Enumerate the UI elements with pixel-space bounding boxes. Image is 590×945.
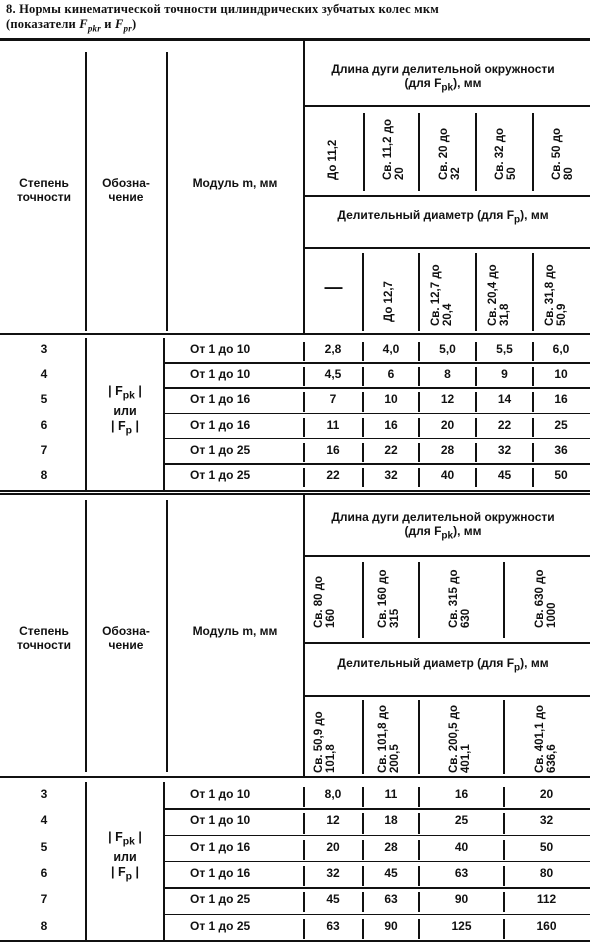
divider bbox=[85, 52, 87, 331]
cell-divider bbox=[532, 367, 534, 386]
value-cell: 20 bbox=[440, 417, 455, 432]
grade-cell: 6 bbox=[40, 865, 48, 880]
arc-range-1: Св. 80 до 160 bbox=[313, 575, 337, 628]
cell-divider bbox=[303, 892, 305, 912]
value-cell: 12 bbox=[326, 813, 340, 828]
module-cell: От 1 до 10 bbox=[190, 813, 251, 828]
cell-divider bbox=[303, 468, 305, 487]
value-cell: 45 bbox=[497, 468, 512, 482]
value-cell: 10 bbox=[554, 367, 568, 382]
cell-divider bbox=[532, 443, 534, 462]
value-cell: 12 bbox=[440, 392, 455, 407]
value-cell: 2,8 bbox=[324, 342, 342, 356]
divider bbox=[166, 52, 168, 331]
title-and: и bbox=[100, 17, 115, 31]
value-cell: 16 bbox=[326, 442, 340, 457]
value-cell: 9 bbox=[501, 367, 508, 382]
value-cell: 20 bbox=[539, 787, 554, 801]
value-cell: 10 bbox=[384, 392, 398, 407]
cell-divider bbox=[475, 342, 477, 361]
value-cell: 16 bbox=[454, 787, 469, 801]
designation-bar-end: | bbox=[131, 418, 139, 433]
dia-range-3: Св. 200,5 до 401,1 bbox=[448, 704, 472, 773]
grade-cell: 8 bbox=[40, 468, 48, 482]
value-cell: 32 bbox=[384, 468, 398, 482]
dia-unit: ), мм bbox=[520, 208, 549, 222]
grade-cell: 4 bbox=[40, 367, 48, 382]
value-cell: 16 bbox=[554, 392, 568, 407]
cell-divider bbox=[532, 418, 534, 437]
divider bbox=[305, 555, 590, 557]
divider bbox=[303, 40, 305, 333]
cell-divider bbox=[418, 468, 420, 487]
value-cell: 40 bbox=[454, 839, 469, 854]
module-cell: От 1 до 16 bbox=[190, 417, 251, 432]
cell-divider bbox=[362, 919, 364, 939]
title-suffix: ) bbox=[131, 17, 137, 31]
module-cell: От 1 до 25 bbox=[190, 918, 251, 933]
arc-label: Длина дуги делительной окружности (для F bbox=[331, 510, 555, 538]
grade-cell: 3 bbox=[40, 787, 48, 801]
header-pitch-diameter bbox=[318, 656, 568, 675]
table-1-top-rule bbox=[0, 38, 590, 41]
divider bbox=[362, 700, 364, 774]
divider bbox=[503, 562, 505, 638]
divider bbox=[305, 642, 590, 644]
cell-divider bbox=[303, 342, 305, 361]
header-designation: Обозна- чение bbox=[102, 176, 150, 204]
table-1-bottom-rule bbox=[0, 490, 590, 492]
cell-divider bbox=[362, 443, 364, 462]
value-cell: 5,0 bbox=[439, 342, 456, 356]
grade-cell: 4 bbox=[40, 813, 48, 828]
cell-divider bbox=[303, 840, 305, 860]
module-cell: От 1 до 25 bbox=[190, 468, 251, 482]
cell-divider bbox=[362, 468, 364, 487]
value-cell: 32 bbox=[497, 442, 512, 457]
module-cell: От 1 до 25 bbox=[190, 892, 251, 907]
module-cell: От 1 до 16 bbox=[190, 392, 251, 407]
value-cell: 6 bbox=[387, 367, 395, 382]
designation-bar: | F bbox=[108, 830, 123, 844]
table-title bbox=[6, 2, 586, 37]
arc-range-2: Св. 160 до 315 bbox=[377, 569, 401, 628]
dia-sub: p bbox=[514, 214, 521, 226]
grade-cell: 8 bbox=[40, 918, 48, 933]
divider bbox=[532, 253, 534, 331]
cell-divider bbox=[503, 919, 505, 939]
table-2-bottom-rule bbox=[0, 940, 590, 942]
module-cell: От 1 до 16 bbox=[190, 865, 251, 880]
divider bbox=[166, 500, 168, 772]
value-cell: 50 bbox=[554, 468, 568, 482]
designation-bar: | F bbox=[111, 418, 126, 433]
cell-divider bbox=[362, 866, 364, 886]
cell-divider bbox=[362, 367, 364, 386]
arc-range-2: Св. 11,2 до 20 bbox=[382, 118, 406, 180]
dia-range-4: Св. 401,1 до 636,6 bbox=[534, 704, 558, 773]
cell-divider bbox=[503, 892, 505, 912]
value-cell: 28 bbox=[440, 442, 455, 457]
header-pitch-diameter bbox=[318, 208, 568, 227]
value-cell: 32 bbox=[326, 865, 340, 880]
arc-range-4: Св. 32 до 50 bbox=[494, 127, 518, 180]
cell-divider bbox=[362, 813, 364, 833]
value-cell: 16 bbox=[384, 417, 398, 432]
designation-or: или bbox=[113, 849, 137, 864]
header-module: Модуль m, мм bbox=[192, 176, 278, 190]
designation-or: или bbox=[113, 403, 137, 418]
cell-divider bbox=[475, 392, 477, 411]
dia-range-2: До 12,7 bbox=[383, 281, 395, 322]
cell-divider bbox=[303, 787, 305, 807]
arc-range-4: Св. 630 до 1000 bbox=[534, 569, 558, 628]
cell-divider bbox=[418, 418, 420, 437]
header-arc-length bbox=[318, 62, 568, 95]
value-cell: 8,0 bbox=[324, 787, 342, 801]
divider bbox=[475, 113, 477, 191]
designation-top bbox=[90, 384, 160, 404]
dia-range-5: Св. 31,8 до 50,9 bbox=[544, 264, 568, 326]
value-cell: 32 bbox=[539, 813, 554, 828]
dia-range-1: — bbox=[324, 277, 343, 297]
cell-divider bbox=[475, 468, 477, 487]
grade-cell: 7 bbox=[40, 892, 48, 907]
cell-divider bbox=[303, 866, 305, 886]
divider bbox=[362, 562, 364, 638]
dia-label: Делительный диаметр (для F bbox=[337, 208, 515, 222]
value-cell: 90 bbox=[454, 892, 469, 907]
arc-range-3: Св. 20 до 32 bbox=[438, 127, 462, 180]
value-cell: 22 bbox=[384, 442, 398, 457]
divider bbox=[362, 253, 364, 331]
designation-bottom bbox=[90, 865, 160, 885]
module-cell: От 1 до 10 bbox=[190, 367, 251, 382]
arc-sub: pk bbox=[441, 530, 454, 542]
arc-unit: ), мм bbox=[453, 76, 482, 90]
cell-divider bbox=[532, 392, 534, 411]
cell-divider bbox=[362, 342, 364, 361]
divider bbox=[303, 494, 305, 776]
cell-divider bbox=[418, 367, 420, 386]
value-cell: 4,0 bbox=[382, 342, 400, 356]
designation-bar-end: | bbox=[134, 830, 142, 844]
value-cell: 22 bbox=[326, 468, 340, 482]
dia-range-4: Св. 20,4 до 31,8 bbox=[487, 264, 511, 326]
divider bbox=[418, 700, 420, 774]
divider bbox=[85, 338, 87, 490]
cell-divider bbox=[362, 892, 364, 912]
value-cell: 125 bbox=[451, 918, 472, 933]
cell-divider bbox=[362, 418, 364, 437]
divider bbox=[85, 500, 87, 772]
designation-top bbox=[90, 830, 160, 850]
cell-divider bbox=[418, 813, 420, 833]
cell-divider bbox=[418, 840, 420, 860]
cell-divider bbox=[418, 866, 420, 886]
table-2-header-rule bbox=[0, 776, 590, 778]
arc-range-3: Св. 315 до 630 bbox=[448, 569, 472, 628]
value-cell: 28 bbox=[384, 839, 398, 854]
cell-divider bbox=[503, 787, 505, 807]
title-line-1: 8. Нормы кинематической точности цилиндрических зубчатых колес мкм bbox=[6, 2, 440, 16]
value-cell: 80 bbox=[539, 865, 554, 880]
header-module: Модуль m, мм bbox=[192, 624, 278, 638]
header-designation: Обозна- чение bbox=[102, 624, 150, 652]
arc-range-1: До 11,2 bbox=[327, 139, 339, 180]
designation-bar: | F bbox=[108, 384, 123, 398]
designation-bottom bbox=[90, 419, 160, 439]
value-cell: 25 bbox=[554, 417, 568, 432]
divider bbox=[418, 113, 420, 191]
cell-divider bbox=[418, 392, 420, 411]
designation-bar: | F bbox=[111, 864, 126, 879]
cell-divider bbox=[475, 418, 477, 437]
grade-cell: 5 bbox=[40, 392, 48, 407]
designation-sub: pk bbox=[122, 836, 135, 848]
module-cell: От 1 до 16 bbox=[190, 839, 251, 854]
cell-divider bbox=[362, 392, 364, 411]
value-cell: 4,5 bbox=[324, 367, 342, 382]
title-symbol-2: F bbox=[114, 17, 124, 31]
value-cell: 7 bbox=[329, 392, 337, 407]
value-cell: 112 bbox=[536, 892, 557, 907]
cell-divider bbox=[475, 367, 477, 386]
arc-unit: ), мм bbox=[453, 524, 482, 538]
divider bbox=[305, 247, 590, 249]
cell-divider bbox=[475, 443, 477, 462]
title-symbol-1: F bbox=[79, 17, 88, 31]
cell-divider bbox=[418, 342, 420, 361]
grade-cell: 6 bbox=[40, 417, 48, 432]
value-cell: 5,5 bbox=[496, 342, 513, 356]
dia-label: Делительный диаметр (для F bbox=[337, 656, 515, 670]
divider bbox=[503, 700, 505, 774]
cell-divider bbox=[303, 418, 305, 437]
value-cell: 63 bbox=[454, 865, 469, 880]
module-cell: От 1 до 10 bbox=[190, 342, 251, 356]
grade-cell: 7 bbox=[40, 442, 48, 457]
value-cell: 50 bbox=[539, 839, 554, 854]
divider bbox=[363, 113, 365, 191]
cell-divider bbox=[303, 919, 305, 939]
value-cell: 20 bbox=[326, 839, 340, 854]
module-cell: От 1 до 10 bbox=[190, 787, 251, 801]
value-cell: 90 bbox=[384, 918, 398, 933]
value-cell: 63 bbox=[384, 892, 398, 907]
divider bbox=[475, 253, 477, 331]
divider bbox=[305, 195, 590, 197]
title-subscript-1: pkr bbox=[87, 23, 101, 34]
value-cell: 45 bbox=[326, 892, 340, 907]
cell-divider bbox=[418, 919, 420, 939]
value-cell: 22 bbox=[497, 417, 512, 432]
header-grade: Степень точности bbox=[16, 624, 72, 652]
cell-divider bbox=[418, 443, 420, 462]
designation-sub: pk bbox=[122, 390, 135, 402]
table-1-designation bbox=[90, 384, 160, 438]
divider bbox=[305, 105, 590, 107]
divider bbox=[418, 562, 420, 638]
cell-divider bbox=[418, 787, 420, 807]
value-cell: 160 bbox=[536, 918, 557, 933]
table-1-header-rule bbox=[0, 333, 590, 335]
grade-cell: 5 bbox=[40, 839, 48, 854]
cell-divider bbox=[418, 892, 420, 912]
divider bbox=[85, 782, 87, 942]
cell-divider bbox=[303, 443, 305, 462]
module-cell: От 1 до 25 bbox=[190, 442, 251, 457]
value-cell: 18 bbox=[384, 813, 398, 828]
cell-divider bbox=[362, 787, 364, 807]
value-cell: 11 bbox=[326, 417, 340, 432]
designation-sub: p bbox=[125, 425, 132, 436]
cell-divider bbox=[303, 813, 305, 833]
value-cell: 14 bbox=[497, 392, 512, 407]
table-2-designation bbox=[90, 830, 160, 884]
cell-divider bbox=[532, 342, 534, 361]
cell-divider bbox=[503, 866, 505, 886]
value-cell: 25 bbox=[454, 813, 469, 828]
cell-divider bbox=[303, 392, 305, 411]
dia-unit: ), мм bbox=[520, 656, 549, 670]
title-subscript-2: pr bbox=[123, 23, 132, 34]
cell-divider bbox=[303, 367, 305, 386]
title-line-2 bbox=[6, 17, 586, 37]
value-cell: 8 bbox=[444, 367, 451, 382]
value-cell: 36 bbox=[554, 442, 568, 457]
divider bbox=[418, 253, 420, 331]
value-cell: 45 bbox=[384, 865, 398, 880]
cell-divider bbox=[362, 840, 364, 860]
arc-sub: pk bbox=[441, 82, 454, 94]
title-prefix: (показатели bbox=[6, 17, 80, 31]
cell-divider bbox=[532, 468, 534, 487]
value-cell: 11 bbox=[384, 787, 398, 801]
dia-sub: p bbox=[514, 662, 521, 674]
value-cell: 63 bbox=[326, 918, 340, 933]
divider bbox=[532, 113, 534, 191]
cell-divider bbox=[503, 840, 505, 860]
header-grade: Степень точности bbox=[16, 176, 72, 204]
designation-sub: p bbox=[125, 871, 132, 882]
arc-range-5: Св. 50 до 80 bbox=[551, 127, 575, 180]
designation-bar-end: | bbox=[134, 384, 142, 398]
value-cell: 40 bbox=[440, 468, 455, 482]
dia-range-2: Св. 101,8 до 200,5 bbox=[377, 704, 401, 773]
arc-label: Длина дуги делительной окружности (для F bbox=[331, 62, 555, 90]
value-cell: 6,0 bbox=[552, 342, 570, 356]
cell-divider bbox=[503, 813, 505, 833]
grade-cell: 3 bbox=[40, 342, 48, 356]
dia-range-1: Св. 50,9 до 101,8 bbox=[313, 711, 337, 773]
header-arc-length bbox=[318, 510, 568, 543]
table-1-bottom-rule-2 bbox=[0, 493, 590, 495]
dia-range-3: Св. 12,7 до 20,4 bbox=[430, 264, 454, 326]
designation-bar-end: | bbox=[131, 864, 139, 879]
